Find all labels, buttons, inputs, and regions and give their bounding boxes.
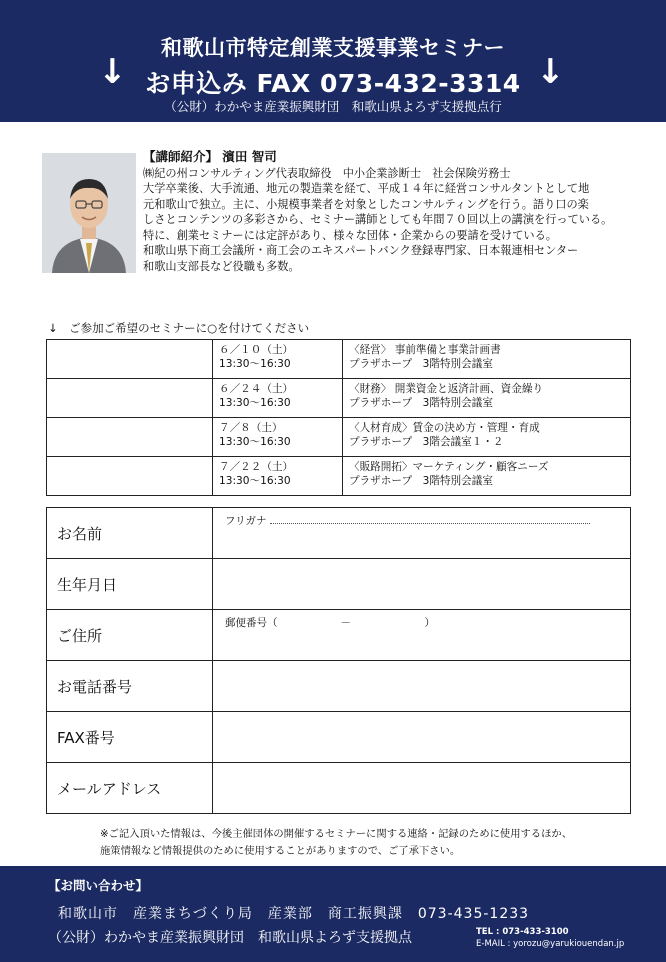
seminar-time: 13:30～16:30: [219, 475, 291, 487]
seminar-check-cell[interactable]: [47, 457, 213, 496]
page-title: 和歌山市特定創業支援事業セミナー: [161, 36, 505, 60]
seminar-row: [47, 379, 631, 418]
seminar-info-cell: [343, 340, 631, 379]
selection-instruction: ↓ ご参加ご希望のセミナーに○を付けてください: [48, 321, 310, 335]
birthday-label: 生年月日: [47, 559, 213, 610]
contact-tel: TEL : 073-433-3100: [476, 927, 569, 937]
header-subtitle: （公財）わかやま産業振興財団 和歌山県よろず支援拠点行: [164, 99, 502, 114]
contact-email: E-MAIL : yorozu@yarukiouendan.jp: [476, 939, 625, 949]
seminar-row: [47, 457, 631, 496]
phone-field[interactable]: [213, 661, 631, 712]
seminar-check-cell[interactable]: [47, 340, 213, 379]
furigana-field[interactable]: [270, 513, 590, 524]
furigana-label: フリガナ: [225, 515, 267, 527]
name-label: お名前: [47, 508, 213, 559]
bio-line: 特に、創業セミナーには定評があり、様々な団体・企業からの要請を受けている。: [143, 228, 557, 242]
seminar-check-cell[interactable]: [47, 379, 213, 418]
email-label: メールアドレス: [47, 763, 213, 814]
form-row-fax: [47, 712, 631, 763]
seminar-venue: プラザホープ 3階特別会議室: [349, 475, 493, 487]
seminar-date-cell: [213, 457, 343, 496]
seminar-info-cell: [343, 379, 631, 418]
address-label: ご住所: [47, 610, 213, 661]
seminar-time: 13:30～16:30: [219, 358, 291, 370]
seminar-date: ６／２４（土）: [219, 383, 294, 395]
seminar-time: 13:30～16:30: [219, 397, 291, 409]
seminar-date-cell: [213, 418, 343, 457]
bio-line: 和歌山県下商工会議所・商工会のエキスパートバンク登録専門家、日本報連相センター: [143, 244, 579, 257]
seminar-time: 13:30～16:30: [219, 436, 291, 448]
birthday-field[interactable]: [213, 559, 631, 610]
seminar-title: 〈人材育成〉賃金の決め方・管理・育成: [349, 422, 540, 434]
bio-line: 大学卒業後、大手流通、地元の製造業を経て、平成１４年に経営コンサルタントとして地: [143, 182, 590, 195]
seminar-venue: プラザホープ 3階特別会議室: [349, 397, 493, 409]
email-field[interactable]: [213, 763, 631, 814]
seminar-info-cell: [343, 457, 631, 496]
speaker-bio: [143, 149, 663, 274]
seminar-date-cell: [213, 340, 343, 379]
seminar-venue: プラザホープ 3階会議室１・２: [349, 436, 504, 448]
seminar-date: ６／１０（土）: [219, 344, 294, 356]
seminar-date: ７／８（土）: [219, 422, 283, 434]
address-field[interactable]: [213, 610, 631, 661]
seminar-title: 〈経営〉 事前準備と事業計画書: [349, 344, 501, 356]
contact-heading: 【お問い合わせ】: [48, 878, 149, 893]
seminar-title: 〈財務〉 開業資金と返済計画、資金繰り: [349, 383, 544, 395]
form-row-birthday: [47, 559, 631, 610]
form-row-address: [47, 610, 631, 661]
phone-label: お電話番号: [47, 661, 213, 712]
note-line: ※ご記入頂いた情報は、今後主催団体の開催するセミナーに関する連絡・記録のために使用するほか、: [100, 828, 572, 840]
seminar-venue: プラザホープ 3階特別会議室: [349, 358, 493, 370]
form-row-phone: [47, 661, 631, 712]
person-portrait-icon: [42, 153, 136, 273]
bio-line: しさとコンテンツの多彩さから、セミナー講師としても年間７０回以上の講演を行っている。: [143, 213, 613, 226]
bio-line: ㈱紀の州コンサルティング代表取締役 中小企業診断士 社会保険労務士: [143, 166, 511, 180]
speaker-photo: [42, 153, 136, 273]
form-row-email: [47, 763, 631, 814]
note-line: 施策情報など情報提供のために使用することがありますので、ご了承下さい。: [100, 845, 461, 857]
name-field[interactable]: [213, 508, 631, 559]
speaker-heading: 【講師紹介】 濱田 智司: [143, 149, 277, 164]
application-form: [46, 507, 631, 814]
fax-label: FAX番号: [47, 712, 213, 763]
down-arrow-icon: ↓: [98, 52, 127, 92]
seminar-date-cell: [213, 379, 343, 418]
privacy-note: [100, 826, 572, 860]
seminar-check-cell[interactable]: [47, 418, 213, 457]
fax-number: お申込み FAX 073-432-3314: [145, 69, 521, 98]
seminar-row: [47, 340, 631, 379]
down-arrow-icon: ↓: [536, 52, 565, 92]
seminar-row: [47, 418, 631, 457]
seminar-date: ７／２２（土）: [219, 461, 294, 473]
seminar-title: 〈販路開拓〉マーケティング・顧客ニーズ: [349, 461, 549, 473]
fax-field[interactable]: [213, 712, 631, 763]
contact-foundation: （公財）わかやま産業振興財団 和歌山県よろず支援拠点: [48, 930, 412, 946]
form-row-name: [47, 508, 631, 559]
postal-code-field[interactable]: 郵便番号（ － ）: [225, 617, 435, 629]
seminar-info-cell: [343, 418, 631, 457]
footer-banner: [0, 866, 666, 962]
bio-line: 和歌山支部長など役職も多数。: [143, 259, 300, 273]
header-banner: [0, 0, 666, 122]
contact-city: 和歌山市 産業まちづくり局 産業部 商工振興課 073-435-1233: [58, 906, 530, 922]
bio-line: 元和歌山で独立。主に、小規模事業者を対象としたコンサルティングを行う。語り口の楽: [143, 197, 589, 211]
seminar-table: [46, 339, 631, 496]
